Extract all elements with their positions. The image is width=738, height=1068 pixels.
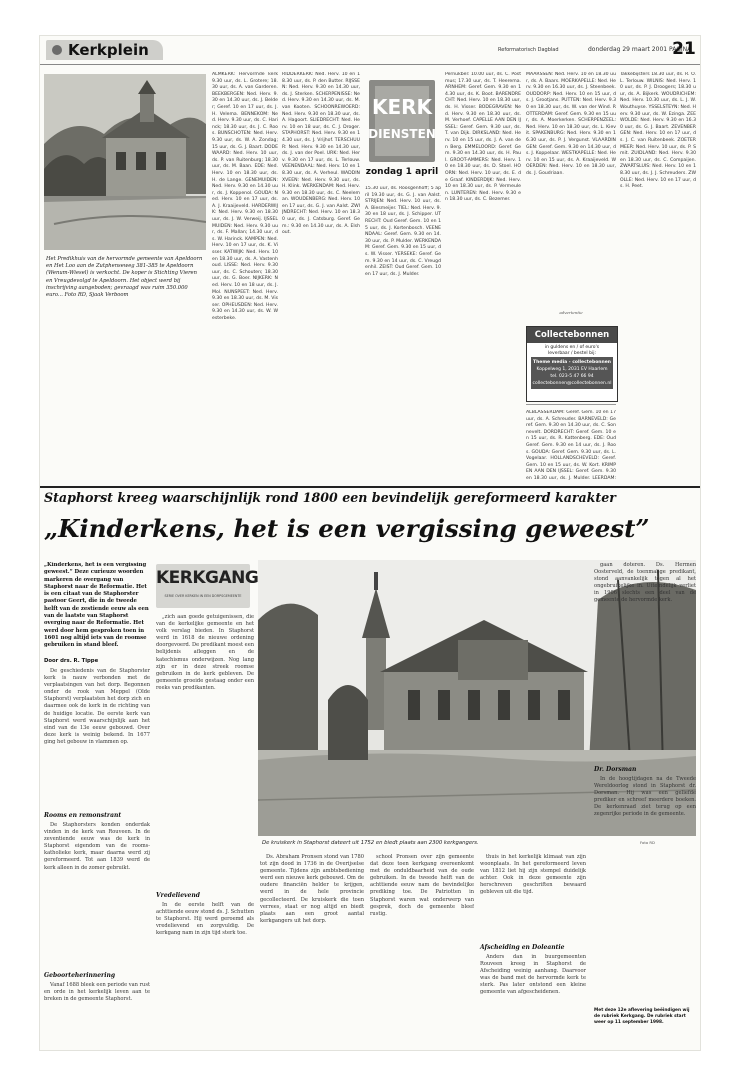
subhead-afscheiding: Afscheiding en Doleantie xyxy=(480,944,565,951)
caption-credit: Foto RD, Sjaak Verboom xyxy=(64,292,129,299)
body-column-6b xyxy=(594,776,696,1002)
listing-text-7: Takkebijsters 18.30 uur, ds. R. O. L. Terlouw. WILNIS: Ned. Herv. 10 uur, ds. P. J. Droogers; 18.30 uur, ds. A. Bijkerk. WOUDRICHEM: Ned. Herv. 10.30 uur, ds. L. J. W. Wouthuyse. YSSELSTEYN: Ned. Herv. 9.30 uur, ds. W. Ezinga. ZEEWOLDE: Ned. Herv. 9.30 en 16.30 uur, ds. G. J. Baart. ZEVENBERGEN: Ned. Herv. 10 en 17 uur, ds. J. C. van Ruitenbeek. ZOETERMEER: Ned. Herv. 10 uur, ds. P. Smit. ZUIDLAND: Ned. Herv. 9.30 en 18.30 uur, ds. C. Compaijen. ZWARTSLUIS: Ned. Herv. 10 en 18.30 uur, ds. J. J. Schreuders. ZWOLLE: Ned. Herv. 10 en 17 uur, ds. H. Peet. xyxy=(620,72,696,190)
listing-column-1 xyxy=(212,72,278,482)
kruiskerk-caption: De kruiskerk in Staphorst dateert uit 1752 en biedt plaats aan 2300 kerkgangers. xyxy=(262,840,479,846)
church-photo xyxy=(44,74,206,250)
church-photo-image xyxy=(44,74,206,250)
body-paragraph: thuis in het kerkelijk klimaat van zijn woonplaats. In het gereformeerd leven van 1812 liet hij zijn stempel duidelijk achter. Ook in deze gemeente zijn herschreven geschriften bewaard gebleven uit die tijd. xyxy=(480,854,586,896)
kerkdiensten-logo xyxy=(365,76,439,204)
series-footnote: Met deze 12e aflevering beëindigen wij de rubriek Kerkgang. De rubriek start weer op 11 september 1998. xyxy=(594,1008,690,1025)
listing-text-2: RIDDERKERK: Ned. Herv. 10 en 18.30 uur, ds. P. den Butter. RIJSSEN: Ned. Herv. 9.30 en 14.30 uur, ds. J. Sterken. SCHERPENISSE: Ned. Herv. 9.30 en 14.30 uur, ds. M. van Kooten. SCHOONREWOERD: Ned. Herv. 9.30 en 18.30 uur, ds. A. Hagoort. SLIEDRECHT: Ned. Herv. 10 en 18 uur, ds. C. J. Droger. STAPHORST: Ned. Herv. 9.30 en 14.30 uur, ds. J. Vrijhof. TERSCHUUR: Ned. Herv. 9.30 en 14.30 uur, ds. J. van der Poel. URK: Ned. Herv. 9.30 en 17 uur, ds. L. Terlouw. VEENENDAAL: Ned. Herv. 10 en 18.30 uur, ds. A. Verheul. WADDINXVEEN: Ned. Herv. 9.30 uur, ds. H. Klink. WERKENDAM: Ned. Herv. 9.30 en 18.30 uur, ds. C. Neeleman. WOUDENBERG: Ned. Herv. 10 en 17 uur, ds. G. J. van Aalst. ZWIJNDRECHT: Ned. Herv. 10 en 18.30 uur, ds. J. Catsburg. Geref. Gem.: 9.30 en 14.30 uur, ds. A. Elshout. xyxy=(282,72,360,236)
body-column-5a xyxy=(480,854,586,940)
body-column-6a xyxy=(594,562,696,762)
diensten-word: DIENSTEN xyxy=(368,127,436,141)
body-paragraph: De Staphorsters konden onderdak vinden in de kerk van Rouveen. In de zeventiende eeuw was de kerk in Staphorst eigendom van de rooms-katholieke kerk, maar daarna werd zij gereformeerd. Tot aan 1839 werd de kerk alleen in de zomer gebruikt. xyxy=(44,822,150,871)
body-column-1a xyxy=(44,668,150,808)
body-column-1b xyxy=(44,822,150,968)
kerkdiensten-emblem xyxy=(365,76,439,166)
kruiskerk-credit: Foto RD xyxy=(640,840,655,845)
subhead-geboorte: Geboorteherinnering xyxy=(44,972,116,979)
publication-name: Reformatorisch Dagblad xyxy=(498,47,559,53)
issue-date: donderdag 29 maart 2001 PAGINA xyxy=(588,46,692,53)
advert-title: Collectebonnen xyxy=(527,327,617,343)
advert-contact-band xyxy=(531,357,613,389)
kerkgang-logo xyxy=(156,564,259,608)
church-photo-caption xyxy=(46,256,204,360)
body-paragraph: Ds. Abraham Pronsen stond van 1780 tot zijn dood in 1736 in de Overijselse gemeente. Tijdens zijn ambtsbediening werd een nieuwe kerk gebouwd. Om de oudere financiën helder te krijgen, werd in de hele provincie gecollecteerd. De kruiskerk die toen verrees, staat er nog altijd en biedt plaats aan een groot aantal kerkgangers uit het dorp. xyxy=(260,854,364,924)
collectebonnen-advert[interactable] xyxy=(526,326,618,402)
listing-text-1: ALMKERK: Hervormde kerk 9.30 uur, ds. L. Grotere; 18.30 uur, ds. A. van Garderen. BEEKBERGEN: Ned. Herv. 9.30 en 14.30 uur, ds. J. Belder; Geref. 10 en 17 uur, ds. J. H. Velema. BENNEKOM: Ned. Herv. 9.30 uur, ds. C. Harinck; 18.30 uur, ds. J. C. Roos. BUNSCHOTEN: Ned. Herv. 9.30 uur, ds. W. A. Zondag; 15 uur, ds. G. J. Baart. DODEWAARD: Ned. Herv. 10 uur, ds. P. van Ruitenburg; 18.30 uur, ds. M. Baan. EDE: Ned. Herv. 10 en 18.30 uur, ds. H. de Lange. GENEMUIDEN: Ned. Herv. 9.30 en 14.30 uur, ds. J. Koppenol. GOUDA: Ned. Herv. 10 en 17 uur, ds. A. J. Kraaijeveld. HARDERWIJK: Ned. Herv. 9.30 en 18.30 uur, ds. J. W. Verweij. IJSSELMUIDEN: Ned. Herv. 9.30 uur, ds. F. Mallan; 14.30 uur, ds. W. Harinck. KAMPEN: Ned. Herv. 10 en 17 uur, ds. K. Visser. KATWIJK: Ned. Herv. 10 en 18.30 uur, ds. A. Vastenhoud. LISSE: Ned. Herv. 9.30 uur, ds. C. Schouten; 18.30 uur, ds. G. Boer. NIJKERK: Ned. Herv. 10 en 18 uur, ds. J. Mol. NUNSPEET: Ned. Herv. 9.30 en 18.30 uur, ds. M. Visser. OPHEUSDEN: Ned. Herv. 9.30 en 14.30 uur, ds. W. Westerbeke. xyxy=(212,72,278,321)
caption-text: Het Predikhuis van de hervormde gemeente van Apeldoorn en Het Loo aan de Zutphenseweg 381-385 te Apeldoorn (Wenum-Wiesel) is verkocht. De koper is Stichting Vieren en Vreugdevolgd te Apeldoorn. Het object werd bij inschrijving aangeboden; gevraagd was ruim 350.000 euro... xyxy=(46,256,203,299)
body-paragraph: school Pronsen over zijn gemeente dat deze toen kerkgang overeenkomt met de onduldbaarheid van de oude gebruiken. In de tweede helft van de achttiende eeuw nam de bevindelijke prediking toe. De Patriotten in Staphorst waren wat onderwerp van gesprek, doch de gemeente bleef rustig. xyxy=(370,854,474,917)
kerkgang-subtitle: SERIE OVER KERKEN IN EEN DORPSGEMEENTE xyxy=(164,594,242,598)
advert-company: Theme media - collectebonnen xyxy=(533,360,611,365)
advert-line-1: in guldens en / of euro's xyxy=(544,345,600,350)
advert-address: Koppelweg 1, 2031 EV Haarlem xyxy=(536,367,608,372)
body-column-4 xyxy=(370,854,474,1046)
advert-phone: tel. 023-5 47 66 94 xyxy=(550,374,594,379)
listing-column-6 xyxy=(526,410,616,482)
body-paragraph: Vanaf 1688 bleek een periode van rust en orde in het kerkelijk leven aan te breken in de gemeente Staphorst. xyxy=(44,982,150,1003)
body-paragraph: Anders dan in buurgemeenten Rouveen kreeg in Staphorst de Afscheiding weinig aanhang. Daarvoor was de band met de hervormde kerk te sterk. Pas later ontstond een kleine gemeente van afgescheidenen. xyxy=(480,954,586,996)
service-date: zondag 1 april xyxy=(365,167,439,177)
body-column-2a xyxy=(156,614,254,888)
listing-column-4 xyxy=(445,72,521,482)
section-title: Kerkplein xyxy=(46,40,163,60)
page-header xyxy=(40,36,700,65)
body-paragraph: „zich aan goede getuigenissen, die van de kerkelijke gemeente en het volk verslag bieden. In Staphorst werd in 1618 de nieuwe ordening doorgevoerd. De predikant moest een belijdenis afleggen en de katechismus onderwijzen. Nog lang zijn er in deze streek roomse gebruiken in de kerk gebleven. De gemeente groeide gestaag onder een reeks van predikanten. xyxy=(156,614,254,691)
article-headline: „Kinderkens, het is een vergissing geweest” xyxy=(44,514,650,543)
article-divider xyxy=(40,486,700,488)
body-paragraph: In de eerste helft van de achttiende eeuw stond ds. J. Schutten te Staphorst. Hij werd geroemd als vredelievend en zorgvuldig. De kerkgang nam in zijn tijd sterk toe. xyxy=(156,902,254,937)
listing-column-3 xyxy=(365,186,441,482)
subhead-vredelievend: Vredelievend xyxy=(156,892,200,899)
advert-label: advertentie xyxy=(559,310,583,315)
listing-text-3: 15.30 uur, ds. Roosgenhoff; 5 april 19.30 uur, ds. G. J. van Aalst. STRIJEN: Ned. Herv. 10 uur, ds. A. Biesmeijer. TIEL: Ned. Herv. 9.30 en 18 uur, ds. J. Schipper. UTRECHT: Oud Geref. Gem. 10 en 15 uur, ds. J. Kortenbosch. VEENENDAAL: Geref. Gem. 9.30 en 14.30 uur, ds. P. Mulder. WERKENDAM: Geref. Gem. 9.30 en 15 uur, ds. W. Visser. YERSEKE: Geref. Gem. 9.30 en 14 uur, ds. C. Vreugdenhil. ZEIST: Oud Geref. Gem. 10 en 17 uur, ds. J. Mulder. xyxy=(365,186,441,277)
listing-column-2 xyxy=(282,72,360,482)
article-lead: „Kinderkens, het is een vergissing geweest.” Deze curieuze woorden markeren de overgang van Staphorst naar de Reformatie. Het is een citaat van de Staphorster pastoor Geert, die in de tweede helft van de zestiende eeuw als een van de laatste van Staphorst overging naar de Reformatie. Het werd door hem gesproken toen in 1601 nog altijd iets van de roomse gebruiken in stand bleef. xyxy=(44,562,149,649)
page-number: 21 xyxy=(672,39,696,59)
listing-text-6: ALBLASSERDAM: Geref. Gem. 10 en 17 uur, ds. A. Schreuder. BARNEVELD: Geref. Gem. 9.30 en 14.30 uur, ds. C. Sonnevelt. DORDRECHT: Geref. Gem. 10 en 15 uur, ds. R. Kattenberg. EDE: Oud Geref. Gem. 9.30 en 14 uur, ds. J. Roos. GOUDA: Geref. Gem. 9.30 uur, ds. L. Vogelaar. HOLLANDSCHEVELD: Geref. Gem. 10 en 15 uur, ds. W. Kort. KRIMPEN AAN DEN IJSSEL: Geref. Gem. 9.30 en 18.30 uur, ds. J. Mulder. LEERDAM: xyxy=(526,410,616,481)
body-column-3 xyxy=(260,854,364,1046)
advert-line-2: leverbaar / bestel bij: xyxy=(548,351,596,356)
listing-column-5 xyxy=(526,72,616,306)
kerk-word: KERK xyxy=(371,95,433,119)
body-column-5b xyxy=(480,954,586,1046)
body-paragraph: In de hoogtijdagen na de Tweede Wereldoorlog stond in Staphorst dr. Dorsman. Hij was een geliefde prediker en schreef meerdere boeken. De kerkenraad ziet terug op een zegenrijke periode in de gemeente. xyxy=(594,776,696,818)
advert-divider xyxy=(526,404,616,405)
body-column-1c xyxy=(44,982,150,1046)
subhead-rooms: Rooms en remonstrant xyxy=(44,812,122,819)
article-byline: Door drs. R. Tippe xyxy=(44,658,99,664)
article-kicker: Staphorst kreeg waarschijnlijk rond 1800 een bevindelijk gereformeerd karakter xyxy=(44,490,616,505)
subhead-dorsman: Dr. Dorsman xyxy=(594,766,637,773)
body-column-2b xyxy=(156,902,254,1046)
advert-email: collectebonnen@collectebonnen.nl xyxy=(532,381,612,386)
listing-text-5: MAARSSEN: Ned. Herv. 10 en 18.30 uur, ds. A. Baars. MOERKAPELLE: Ned. Herv. 9.30 en 16.30 uur, ds. J. Steenbeek. OUDDORP: Ned. Herv. 10 en 15 uur, ds. J. Grootjans. PUTTEN: Ned. Herv. 9.30 en 18.30 uur, ds. W. van der Wind. ROTTERDAM: Geref. Gem. 9.30 en 15 uur, ds. A. Moerkerken. SCHERPENZEEL: Ned. Herv. 10 en 18.30 uur, ds. L. Kievit. SPAKENBURG: Ned. Herv. 9.30 en 16.30 uur, ds. P. J. Vergunst. VLAARDINGEN: Geref. Gem. 9.30 en 14.30 uur, ds. J. Koppelaar. WESTKAPELLE: Ned. Herv. 10 en 15 uur, ds. A. Kraaijeveld. WOERDEN: Ned. Herv. 10 en 18.30 uur, ds. J. Goudriaan. xyxy=(526,72,616,176)
body-paragraph: gaan doteren. Ds. Hermen Oosterveld, de toenmalige predikant, stond aanvankelijk tegen al het ongebruikelijke in. Uiteindelijk verliet in 1906 slechts een deel van de gemeente de hervormde kerk. xyxy=(594,562,696,604)
kerkgang-title: KERKGANG xyxy=(156,568,259,588)
body-paragraph: De geschiedenis van de Staphorster kerk is nauw verbonden met de verplaatsingen van het dorp. Begonnen onder de rook van Meppel (Olde Staphorst) verplaatsten het dorp zich en daarmee ook de kerk in de richting van de huidige locatie. De eerste kerk van Staphorst werd waarschijnlijk aan het eind van de 13e eeuw gebouwd. Over deze kerk is weinig bekend. In 1677 ging het gebouw in vlammen op. xyxy=(44,668,150,745)
newspaper-page xyxy=(40,36,700,1050)
listing-text-4: Pernukbel: 10.00 uur, ds. C. Postmus; 17.30 uur, ds. T. Heerema. ARNHEM: Geref. Gem. 9.30 en 14.30 uur, ds. K. Boot. BARENDRECHT: Ned. Herv. 10 en 18.30 uur, ds. H. Visser. BODEGRAVEN: Ned. Herv. 9.30 en 18.30 uur, ds. M. Verhoef. CAPELLE AAN DEN IJSSEL: Geref. Gem. 9.30 uur, ds. T. van Dijk. DIRKSLAND: Ned. Herv. 10 en 15 uur, ds. J. A. van den Berg. EMMELOORD: Geref. Gem. 9.30 en 14.30 uur, ds. H. Paul. GROOT-AMMERS: Ned. Herv. 10 en 18.30 uur, ds. D. Stoel. HOORN: Ned. Herv. 10 uur, ds. E. de Graaf. KINDERDIJK: Ned. Herv. 10 en 18.30 uur, ds. P. Vermeulen. LUNTEREN: Ned. Herv. 9.30 en 18.30 uur, ds. C. Bezemer. xyxy=(445,72,521,203)
listing-column-7 xyxy=(620,72,696,482)
